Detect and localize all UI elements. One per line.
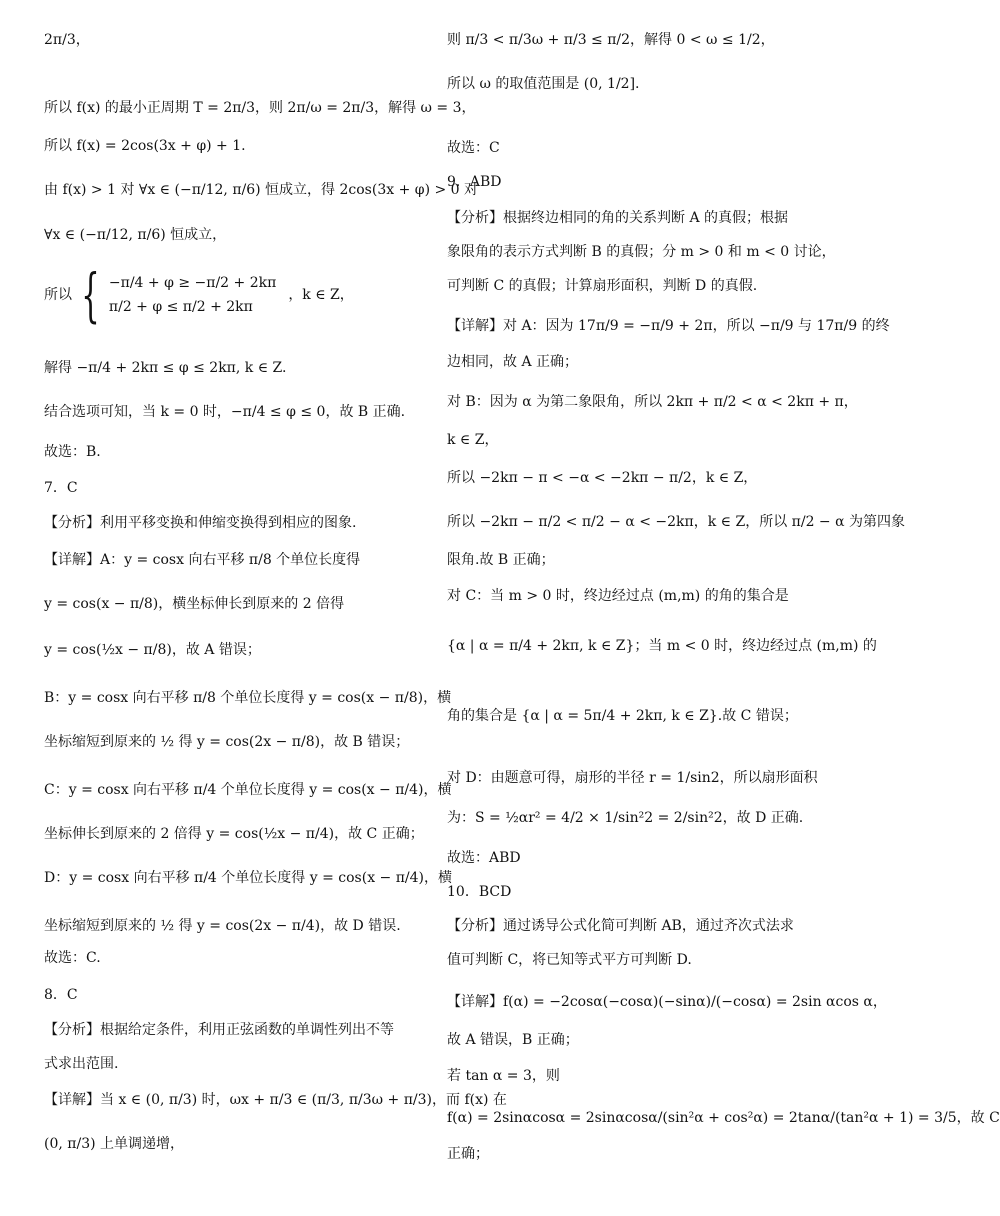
line-r17: 角的集合是 {α | α = 5π/4 + 2kπ, k ∈ Z}.故 C 错误； <box>447 708 798 724</box>
line-l13: y = cos(x − π/8)，横坐标伸长到原来的 2 倍得 <box>44 596 345 612</box>
line-r12: 所以 −2kπ − π < −α < −2kπ − π/2，k ∈ Z， <box>447 470 758 486</box>
line-l09: 故选：B. <box>44 444 101 460</box>
line-l17: C：y = cosx 向右平移 π/4 个单位长度得 y = cos(x − π/4)，横 <box>44 782 452 798</box>
line-r19: 为：S = ½αr² = 4/2 × 1/sin²2 = 2/sin²2，故 D 正确. <box>447 810 804 826</box>
line-r11: k ∈ Z， <box>447 432 499 448</box>
question-9-answer: 9．ABD <box>447 174 502 190</box>
line-r18: 对 D：由题意可得，扇形的半径 r = 1/sin2，所以扇形面积 <box>447 770 818 786</box>
question-10-answer: 10．BCD <box>447 884 512 900</box>
line-l23: 【分析】根据给定条件，利用正弦函数的单调性列出不等 <box>44 1022 394 1038</box>
system-block <box>44 261 354 329</box>
line-r13: 所以 −2kπ − π/2 < π/2 − α < −2kπ，k ∈ Z，所以 π/2 − α 为第四象 <box>447 514 906 530</box>
line-l05: ∀x ∈ (−π/12, π/6) 恒成立， <box>44 227 227 243</box>
system-k-domain: ，k ∈ Z， <box>288 287 354 303</box>
inequality-system <box>109 271 276 319</box>
question-7-answer: 7．C <box>44 480 78 496</box>
line-r27: f(α) = 2sinαcosα = 2sinαcosα/(sin²α + cos²α) = 2tanα/(tan²α + 1) = 3/5，故 C <box>447 1110 1000 1126</box>
line-l20: 坐标缩短到原来的 ½ 得 y = cos(2x − π/4)，故 D 错误. <box>44 918 401 934</box>
system-label: 所以 <box>44 287 72 303</box>
line-r06: 象限角的表示方式判断 B 的真假；分 m > 0 和 m < 0 讨论， <box>447 244 836 260</box>
question-8-answer: 8．C <box>44 987 78 1003</box>
line-l25: 【详解】当 x ∈ (0, π/3) 时，ωx + π/3 ∈ (π/3, π/3ω + π/3)，而 f(x) 在 <box>44 1092 507 1108</box>
line-r03: 故选：C <box>447 140 500 156</box>
inequality-2: π/2 + φ ≤ π/2 + 2kπ <box>108 299 253 315</box>
line-l12: 【详解】A：y = cosx 向右平移 π/8 个单位长度得 <box>44 552 361 568</box>
line-r01: 则 π/3 < π/3ω + π/3 ≤ π/2，解得 0 < ω ≤ 1/2， <box>447 32 775 48</box>
line-l02: 所以 f(x) 的最小正周期 T = 2π/3，则 2π/ω = 2π/3，解得 ω = 3， <box>44 100 476 116</box>
line-r20: 故选：ABD <box>447 850 521 866</box>
line-r22: 【分析】通过诱导公式化简可判断 AB，通过齐次式法求 <box>447 918 794 934</box>
line-l14: y = cos(½x − π/8)，故 A 错误； <box>44 642 261 658</box>
line-l03: 所以 f(x) = 2cos(3x + φ) + 1. <box>44 138 246 154</box>
line-r02: 所以 ω 的取值范围是 (0, 1/2]. <box>447 76 640 92</box>
inequality-1: −π/4 + φ ≥ −π/2 + 2kπ <box>108 275 277 291</box>
line-r08: 【详解】对 A：因为 17π/9 = −π/9 + 2π，所以 −π/9 与 17π/9 的终 <box>447 318 890 334</box>
line-l19: D：y = cosx 向右平移 π/4 个单位长度得 y = cos(x − π/4)，横 <box>44 870 453 886</box>
line-l08: 结合选项可知，当 k = 0 时，−π/4 ≤ φ ≤ 0，故 B 正确. <box>44 404 406 420</box>
line-l16: 坐标缩短到原来的 ½ 得 y = cos(2x − π/8)，故 B 错误； <box>44 734 410 750</box>
brace-icon: { <box>81 261 100 329</box>
line-r07: 可判断 C 的真假；计算扇形面积，判断 D 的真假. <box>447 278 758 294</box>
line-l21: 故选：C. <box>44 950 101 966</box>
line-l04: 由 f(x) > 1 对 ∀x ∈ (−π/12, π/6) 恒成立，得 2cos(3x + φ) > 0 对 <box>44 182 479 198</box>
line-r28: 正确； <box>447 1146 489 1162</box>
line-r16: {α | α = π/4 + 2kπ, k ∈ Z}；当 m < 0 时，终边经过点 (m,m) 的 <box>447 638 877 654</box>
line-r10: 对 B：因为 α 为第二象限角，所以 2kπ + π/2 < α < 2kπ + π， <box>447 394 858 410</box>
line-r25: 故 A 错误，B 正确； <box>447 1032 579 1048</box>
line-r05: 【分析】根据终边相同的角的关系判断 A 的真假；根据 <box>447 210 789 226</box>
line-l07: 解得 −π/4 + 2kπ ≤ φ ≤ 2kπ, k ∈ Z. <box>44 360 287 376</box>
line-r26: 若 tan α = 3，则 <box>447 1068 560 1084</box>
line-l24: 式求出范围. <box>44 1056 119 1072</box>
line-l15: B：y = cosx 向右平移 π/8 个单位长度得 y = cos(x − π/8)，横 <box>44 690 452 706</box>
line-r14: 限角.故 B 正确； <box>447 552 555 568</box>
line-r24: 【详解】f(α) = −2cosα(−cosα)(−sinα)/(−cosα) = 2sin αcos α， <box>447 994 887 1010</box>
line-l01: 2π/3， <box>44 32 90 48</box>
line-l26: (0, π/3) 上单调递增， <box>44 1136 185 1152</box>
line-l11: 【分析】利用平移变换和伸缩变换得到相应的图象. <box>44 515 357 531</box>
line-r23: 值可判断 C，将已知等式平方可判断 D. <box>447 952 692 968</box>
line-l18: 坐标伸长到原来的 2 倍得 y = cos(½x − π/4)，故 C 正确； <box>44 826 424 842</box>
line-r09: 边相同，故 A 正确； <box>447 354 579 370</box>
line-r15: 对 C：当 m > 0 时，终边经过点 (m,m) 的角的集合是 <box>447 588 789 604</box>
